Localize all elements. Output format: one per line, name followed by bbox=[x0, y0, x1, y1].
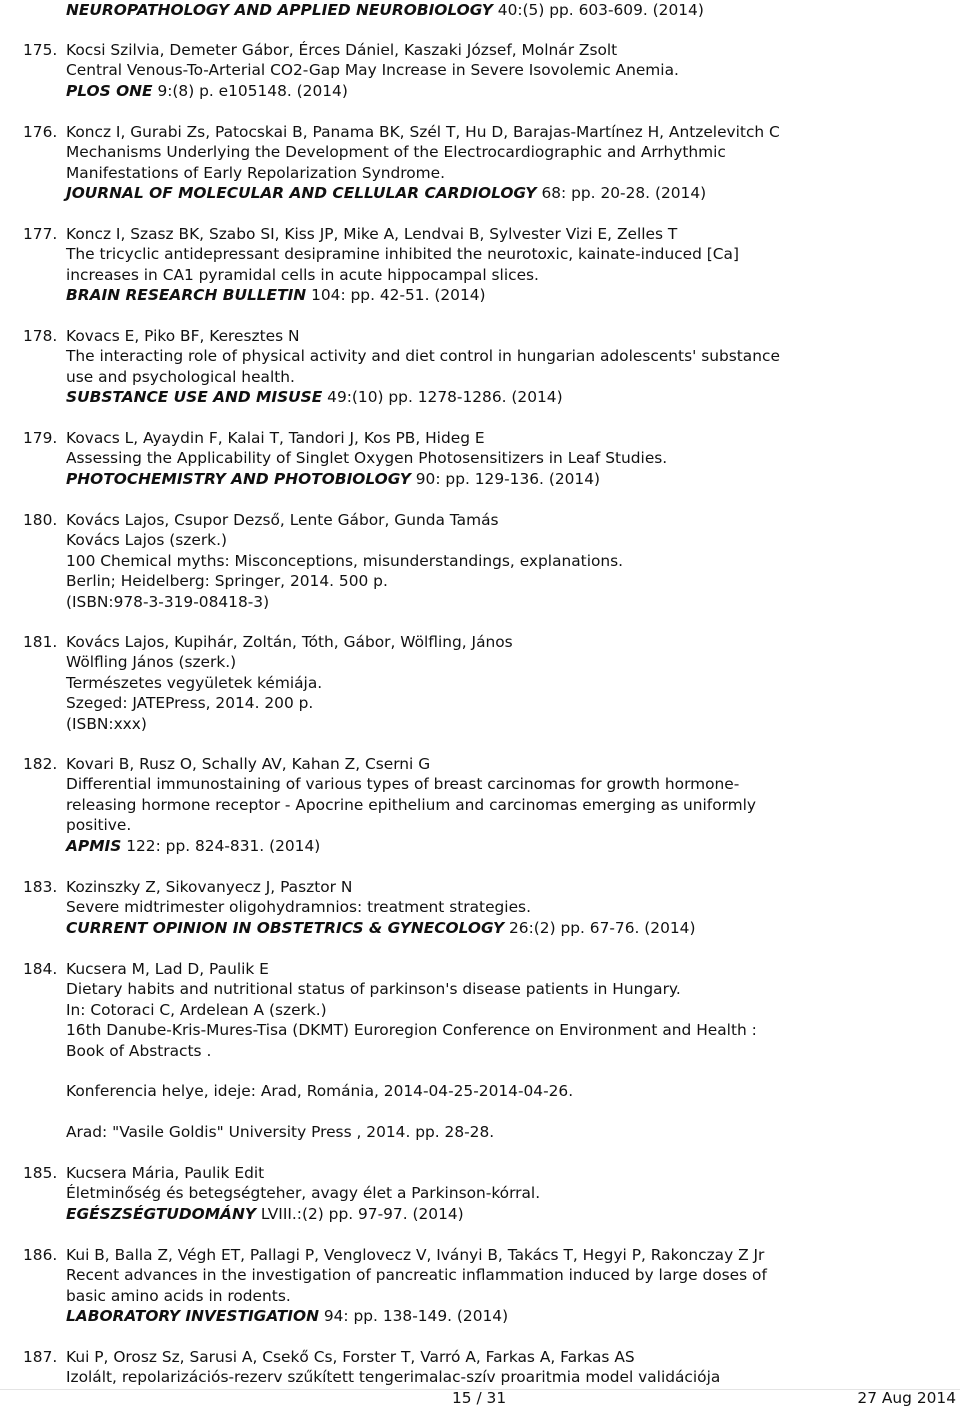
entry-text-line: Kovács Lajos (szerk.) bbox=[66, 531, 227, 550]
entry-text-line: Wölfling János (szerk.) bbox=[66, 653, 237, 672]
entry-text-line: Book of Abstracts . bbox=[66, 1041, 212, 1060]
entry-authors: Kovacs E, Piko BF, Keresztes N bbox=[66, 327, 300, 345]
entry-text-line: Szeged: JATEPress, 2014. 200 p. bbox=[66, 694, 314, 713]
entry-authors: Kozinszky Z, Sikovanyecz J, Pasztor N bbox=[66, 878, 353, 896]
entry-text-line: (ISBN:xxx) bbox=[66, 714, 147, 733]
entry-authors: Kui B, Balla Z, Végh ET, Pallagi P, Venglovecz V, Iványi B, Takács T, Hegyi P, Rakonczay Z Jr bbox=[66, 1246, 765, 1264]
entry-source-line bbox=[66, 81, 348, 101]
entry-text-line: Manifestations of Early Repolarization Syndrome. bbox=[66, 163, 446, 182]
journal-name: CURRENT OPINION IN OBSTETRICS & GYNECOLOGY bbox=[66, 918, 505, 937]
entry-source-line bbox=[66, 836, 320, 856]
entry-authors: Kucsera Mária, Paulik Edit bbox=[66, 1164, 265, 1182]
journal-details: 122: pp. 824-831. (2014) bbox=[121, 836, 321, 855]
journal-name: LABORATORY INVESTIGATION bbox=[66, 1307, 319, 1326]
entry-authors: Kucsera M, Lad D, Paulik E bbox=[66, 960, 269, 978]
entry-text-line: Berlin; Heidelberg: Springer, 2014. 500 p. bbox=[66, 572, 388, 591]
entry-authors: Kui P, Orosz Sz, Sarusi A, Csekő Cs, Forster T, Varró A, Farkas A, Farkas AS bbox=[66, 1348, 635, 1366]
entry-authors: Kovács Lajos, Csupor Dezső, Lente Gábor, Gunda Tamás bbox=[66, 511, 499, 529]
journal-name: JOURNAL OF MOLECULAR AND CELLULAR CARDIOLOGY bbox=[66, 184, 537, 203]
entry-number: 175. bbox=[23, 41, 58, 59]
entry-text-line: Konferencia helye, ideje: Arad, Románia, 2014-04-25-2014-04-26. bbox=[66, 1082, 574, 1101]
entry-text-line: Recent advances in the investigation of pancreatic inflammation induced by large doses of bbox=[66, 1266, 767, 1285]
entry-text-line: Arad: "Vasile Goldis" University Press , 2014. pp. 28-28. bbox=[66, 1123, 495, 1142]
journal-details: LVIII.:(2) pp. 97-97. (2014) bbox=[255, 1204, 464, 1223]
page-number: 15 / 31 bbox=[452, 1389, 507, 1407]
entry-text-line: releasing hormone receptor - Apocrine epithelium and carcinomas emerging as uniformly bbox=[66, 795, 757, 814]
journal-details: 90: pp. 129-136. (2014) bbox=[410, 469, 601, 488]
entry-text-line: Assessing the Applicability of Singlet Oxygen Photosensitizers in Leaf Studies. bbox=[66, 449, 668, 468]
entry-source-line bbox=[66, 1306, 508, 1326]
entry-text-line: The interacting role of physical activity and diet control in hungarian adolescents' substance bbox=[66, 347, 780, 366]
entry-number: 186. bbox=[23, 1246, 58, 1264]
journal-name: PLOS ONE bbox=[66, 81, 153, 100]
entry-source-line bbox=[66, 285, 486, 305]
entry-text-line: Central Venous-To-Arterial CO2-Gap May Increase in Severe Isovolemic Anemia. bbox=[66, 61, 679, 80]
entry-text-line: (ISBN:978-3-319-08418-3) bbox=[66, 592, 270, 611]
entry-source-line bbox=[66, 918, 695, 938]
entry-number: 178. bbox=[23, 327, 58, 345]
journal-details: 68: pp. 20-28. (2014) bbox=[536, 184, 707, 203]
journal-details: 104: pp. 42-51. (2014) bbox=[306, 286, 486, 305]
entry-source-line bbox=[66, 1204, 464, 1224]
entry-text-line: Izolált, repolarizációs-rezerv szűkített tengerimalac-szív proaritmia model validációja bbox=[66, 1368, 721, 1387]
entry-source-line bbox=[66, 469, 600, 489]
entry-number: 181. bbox=[23, 633, 58, 651]
entry-number: 187. bbox=[23, 1348, 58, 1366]
entry-authors: Kocsi Szilvia, Demeter Gábor, Érces Dániel, Kaszaki József, Molnár Zsolt bbox=[66, 41, 618, 59]
entry-text-line: Mechanisms Underlying the Development of the Electrocardiographic and Arrhythmic bbox=[66, 143, 726, 162]
entry-number: 176. bbox=[23, 123, 58, 141]
entry-number: 183. bbox=[23, 878, 58, 896]
journal-name: NEUROPATHOLOGY AND APPLIED NEUROBIOLOGY bbox=[66, 1, 493, 19]
entry-number: 182. bbox=[23, 755, 58, 773]
entry-text-line: 16th Danube-Kris-Mures-Tisa (DKMT) Euroregion Conference on Environment and Health : bbox=[66, 1021, 757, 1040]
entry-text-line: positive. bbox=[66, 816, 132, 835]
entry-number: 177. bbox=[23, 225, 58, 243]
entry-text-line: Severe midtrimester oligohydramnios: treatment strategies. bbox=[66, 898, 531, 917]
journal-details: 9:(8) p. e105148. (2014) bbox=[152, 81, 348, 100]
entry-source-line bbox=[66, 387, 563, 407]
journal-name: APMIS bbox=[66, 836, 122, 855]
journal-details: 40:(5) pp. 603-609. (2014) bbox=[492, 1, 704, 19]
top-citation-line bbox=[66, 0, 704, 20]
entry-text-line: In: Cotoraci C, Ardelean A (szerk.) bbox=[66, 1000, 327, 1019]
entry-text-line: Differential immunostaining of various types of breast carcinomas for growth hormone- bbox=[66, 775, 740, 794]
entry-authors: Kovács Lajos, Kupihár, Zoltán, Tóth, Gábor, Wölfling, János bbox=[66, 633, 513, 651]
entry-authors: Kovari B, Rusz O, Schally AV, Kahan Z, Cserni G bbox=[66, 755, 431, 773]
entry-authors: Koncz I, Gurabi Zs, Patocskai B, Panama BK, Szél T, Hu D, Barajas-Martínez H, Antzelevitch C bbox=[66, 123, 780, 141]
journal-details: 49:(10) pp. 1278-1286. (2014) bbox=[322, 388, 563, 407]
entry-text-line: Dietary habits and nutritional status of parkinson's disease patients in Hungary. bbox=[66, 980, 681, 999]
entry-text-line: Természetes vegyületek kémiája. bbox=[66, 673, 323, 692]
footer-date: 27 Aug 2014 bbox=[857, 1389, 956, 1407]
journal-name: SUBSTANCE USE AND MISUSE bbox=[66, 388, 323, 407]
entry-number: 184. bbox=[23, 960, 58, 978]
journal-details: 26:(2) pp. 67-76. (2014) bbox=[504, 918, 696, 937]
entry-text-line: The tricyclic antidepressant desipramine inhibited the neurotoxic, kainate-induced [Ca] bbox=[66, 245, 739, 264]
entry-number: 185. bbox=[23, 1164, 58, 1182]
journal-details: 94: pp. 138-149. (2014) bbox=[318, 1307, 509, 1326]
entry-text-line: increases in CA1 pyramidal cells in acute hippocampal slices. bbox=[66, 265, 539, 284]
entry-authors: Kovacs L, Ayaydin F, Kalai T, Tandori J, Kos PB, Hideg E bbox=[66, 429, 485, 447]
entry-source-line bbox=[66, 183, 706, 203]
journal-name: PHOTOCHEMISTRY AND PHOTOBIOLOGY bbox=[66, 469, 411, 488]
entry-text-line: basic amino acids in rodents. bbox=[66, 1286, 291, 1305]
entry-authors: Koncz I, Szasz BK, Szabo SI, Kiss JP, Mike A, Lendvai B, Sylvester Vizi E, Zelles T bbox=[66, 225, 678, 243]
journal-name: EGÉSZSÉGTUDOMÁNY bbox=[66, 1204, 256, 1223]
entry-text-line: 100 Chemical myths: Misconceptions, misunderstandings, explanations. bbox=[66, 551, 624, 570]
entry-number: 180. bbox=[23, 511, 58, 529]
entry-text-line: use and psychological health. bbox=[66, 367, 295, 386]
entry-text-line: Életminőség és betegségteher, avagy élet a Parkinson-kórral. bbox=[66, 1184, 541, 1203]
journal-name: BRAIN RESEARCH BULLETIN bbox=[66, 286, 307, 305]
entry-number: 179. bbox=[23, 429, 58, 447]
